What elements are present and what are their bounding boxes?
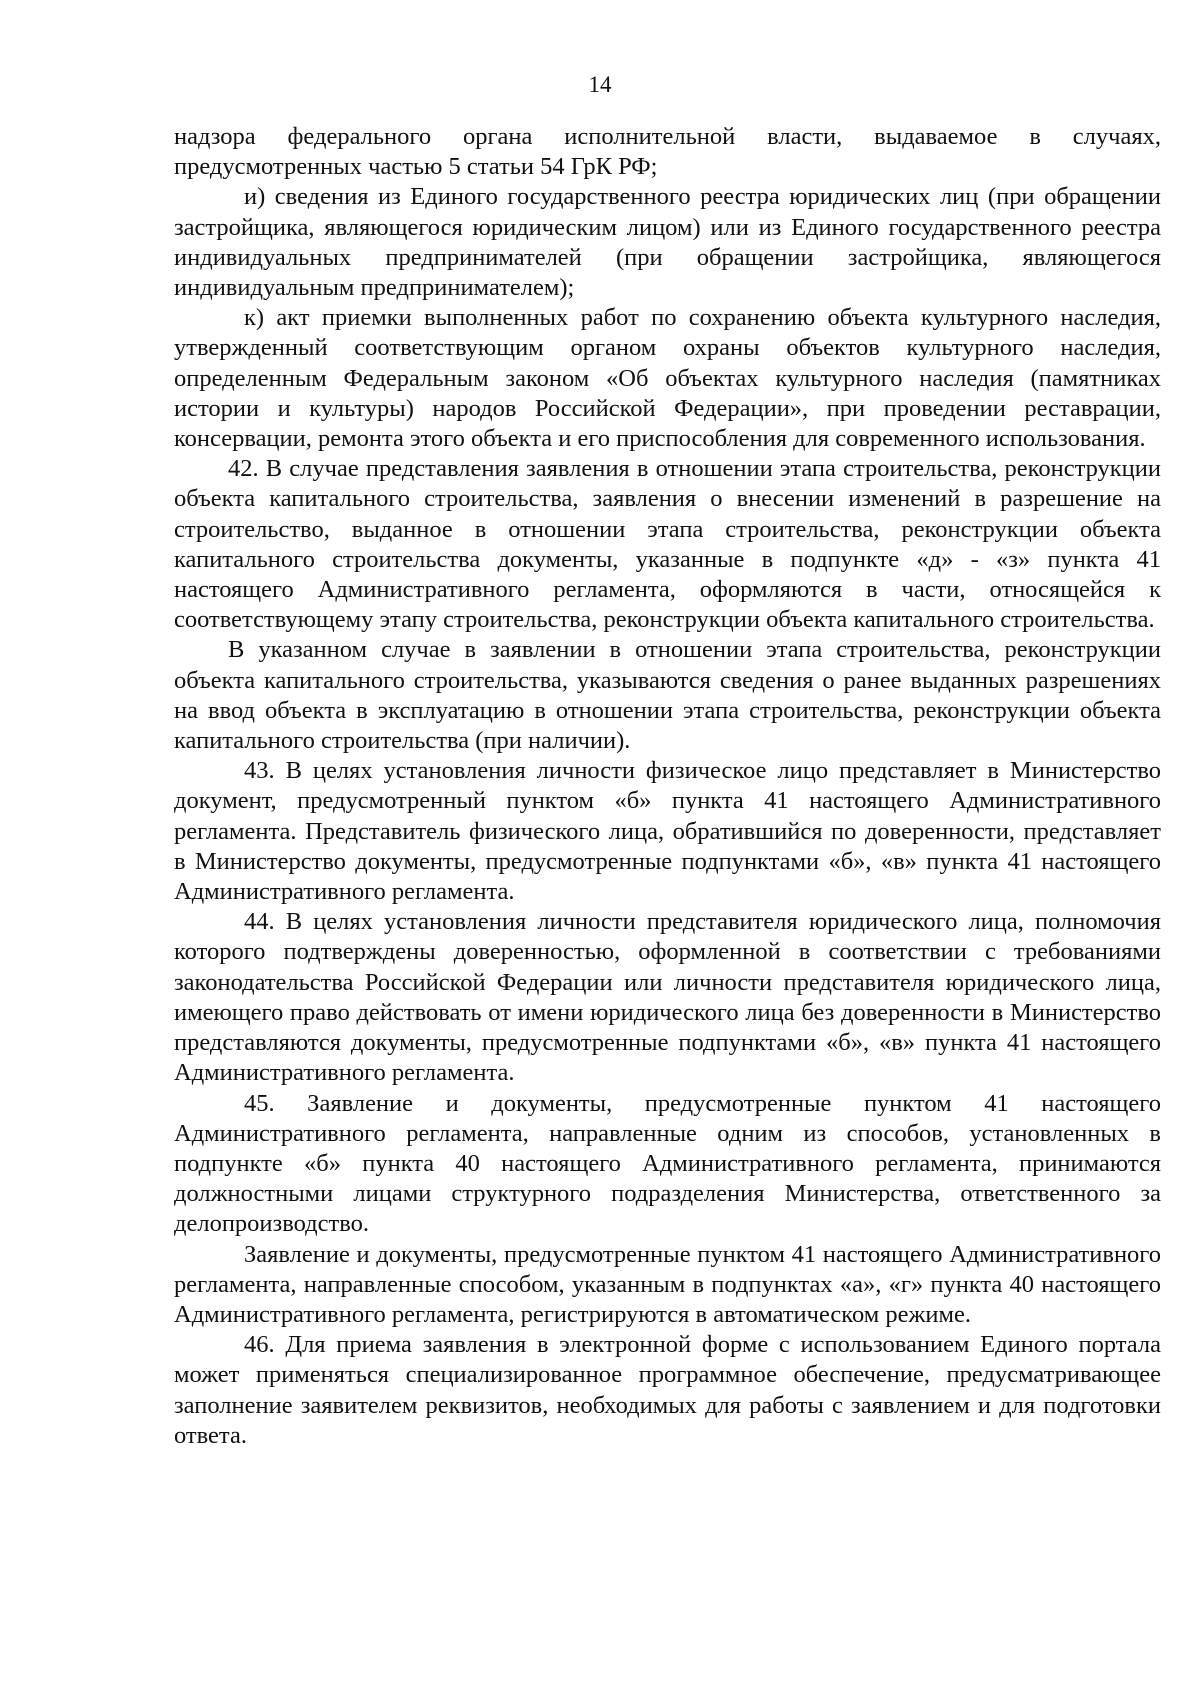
paragraph-continuation: надзора федерального органа исполнительной власти, выдаваемое в случаях, предусмотренных частью 5 статьи 54 ГрК РФ;: [174, 123, 1161, 181]
page-number: 14: [588, 72, 612, 97]
document-body: [174, 122, 1161, 1451]
paragraph-item-42: 42. В случае представления заявления в отношении этапа строительства, реконструкции объекта капитального строительства, заявления о внесении изменений в разрешение на строительство, выданное в отношении этапа строительства, реконструкции объекта капитального строительства документы, указанные в подпункте «д» - «з» пункта 41 настоящего Административного регламента, оформляются в части, относящейся к соответствующему этапу строительства, реконструкции объекта капитального строительства.: [174, 455, 1161, 634]
paragraph-item-44: 44. В целях установления личности представителя юридического лица, полномочия которого подтверждены доверенностью, оформленной в соответствии с требованиями законодательства Российской Федерации или личности представителя юридического лица, имеющего право действовать от имени юридического лица без доверенности в Министерство представляются документы, предусмотренные подпунктами «б», «в» пункта 41 настоящего Административного регламента.: [174, 908, 1161, 1087]
paragraph-item-43: 43. В целях установления личности физическое лицо представляет в Министерство документ, предусмотренный пунктом «б» пункта 41 настоящего Административного регламента. Представитель физического лица, обратившийся по доверенности, представляет в Министерство документы, предусмотренные подпунктами «б», «в» пункта 41 настоящего Административного регламента.: [174, 757, 1161, 906]
paragraph-item-45: 45. Заявление и документы, предусмотренные пунктом 41 настоящего Административного регламента, направленные одним из способов, установленных в подпункте «б» пункта 40 настоящего Административного регламента, принимаются должностными лицами структурного подразделения Министерства, ответственного за делопроизводство.: [174, 1089, 1161, 1238]
paragraph-item-45-note: Заявление и документы, предусмотренные пунктом 41 настоящего Административного регламента, направленные способом, указанным в подпунктах «а», «г» пункта 40 настоящего Административного регламента, регистрируются в автоматическом режиме.: [174, 1240, 1161, 1328]
paragraph-item-46: 46. Для приема заявления в электронной форме с использованием Единого портала может применяться специализированное программное обеспечение, предусматривающее заполнение заявителем реквизитов, необходимых для работы с заявлением и для подготовки ответа.: [174, 1331, 1161, 1449]
paragraph-subitem-i: и) сведения из Единого государственного реестра юридических лиц (при обращении застройщика, являющегося юридическим лицом) или из Единого государственного реестра индивидуальных предпринимателей (при обращении застройщика, являющегося индивидуальным предпринимателем);: [174, 183, 1161, 302]
paragraph-subitem-k: к) акт приемки выполненных работ по сохранению объекта культурного наследия, утвержденный соответствующим органом охраны объектов культурного наследия, определенным Федеральным законом «Об объектах культурного наследия (памятниках истории и культуры) народов Российской Федерации», при проведении реставрации, консервации, ремонта этого объекта и его приспособления для современного использования.: [174, 304, 1161, 453]
paragraph-item-42-note: В указанном случае в заявлении в отношении этапа строительства, реконструкции объекта капитального строительства, указываются сведения о ранее выданных разрешениях на ввод объекта в эксплуатацию в отношении этапа строительства, реконструкции объекта капитального строительства (при наличии).: [174, 636, 1161, 755]
